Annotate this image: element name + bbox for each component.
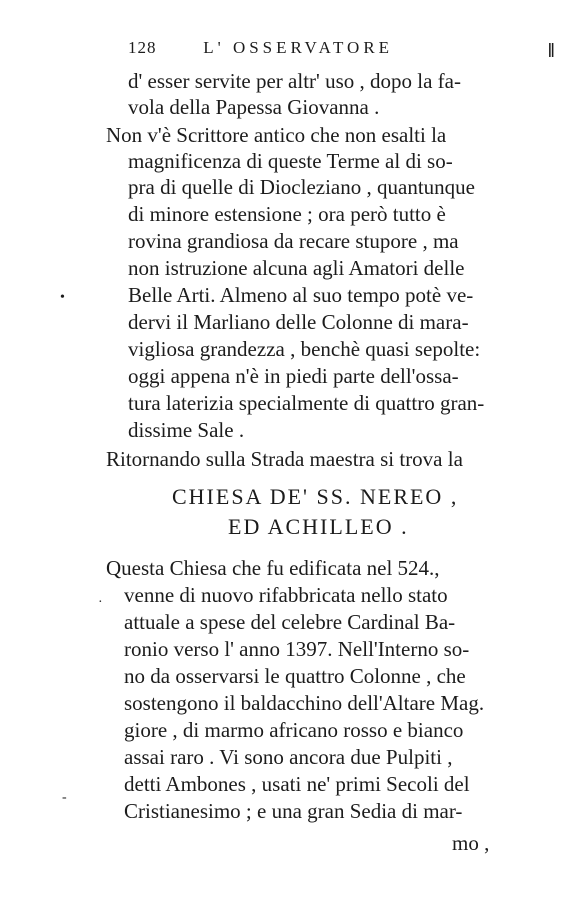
page-number: 128: [128, 38, 157, 57]
running-header: [128, 38, 393, 58]
text-line: Non v'è Scrittore antico che non esalti la: [106, 123, 447, 147]
text-line: d' esser servite per altr' uso , dopo la fa-: [128, 69, 461, 93]
text-line: Belle Arti. Almeno al suo tempo potè ve-: [128, 283, 474, 307]
text-line: rovina grandiosa da recare stupore , ma: [128, 229, 459, 253]
section-heading: CHIESA DE' SS. NEREO ,: [172, 484, 459, 509]
text-line: Cristianesimo ; e una gran Sedia di mar-: [124, 799, 463, 823]
section-heading: ED ACHILLEO .: [228, 514, 409, 539]
catchword: mo ,: [452, 831, 490, 855]
text-line: Ritornando sulla Strada maestra si trova la: [106, 447, 463, 471]
text-line: no da osservarsi le quattro Colonne , che: [124, 664, 466, 688]
margin-speck: ·: [98, 595, 103, 610]
running-title: L' OSSERVATORE: [203, 38, 394, 57]
text-line: pra di quelle di Diocleziano , quantunque: [128, 175, 475, 199]
text-line: ronio verso l' anno 1397. Nell'Interno so-: [124, 637, 470, 661]
text-line: oggi appena n'è in piedi parte dell'ossa-: [128, 364, 459, 388]
text-line: assai raro . Vi sono ancora due Pulpiti ,: [124, 745, 453, 769]
text-line: tura laterizia specialmente di quattro gran-: [128, 391, 485, 415]
text-line: giore , di marmo africano rosso e bianco: [124, 718, 464, 742]
text-line: non istruzione alcuna agli Amatori delle: [128, 256, 465, 280]
margin-speck: •: [60, 290, 65, 305]
text-line: dervi il Marliano delle Colonne di mara-: [128, 310, 469, 334]
text-line: detti Ambones , usati ne' primi Secoli del: [124, 772, 470, 796]
text-line: sostengono il baldacchino dell'Altare Mag.: [124, 691, 485, 715]
text-line: di minore estensione ; ora però tutto è: [128, 202, 446, 226]
text-line: dissime Sale .: [128, 418, 245, 442]
text-line: magnificenza di queste Terme al di so-: [128, 149, 453, 173]
text-line: vola della Papessa Giovanna .: [128, 95, 380, 119]
margin-speck: -: [62, 790, 67, 805]
text-line: attuale a spese del celebre Cardinal Ba-: [124, 610, 456, 634]
margin-mark: ‖: [548, 40, 555, 62]
text-line: venne di nuovo rifabbricata nello stato: [124, 583, 448, 607]
text-line: Questa Chiesa che fu edificata nel 524.,: [106, 556, 440, 580]
text-line: vigliosa grandezza , benchè quasi sepolte:: [128, 337, 481, 361]
